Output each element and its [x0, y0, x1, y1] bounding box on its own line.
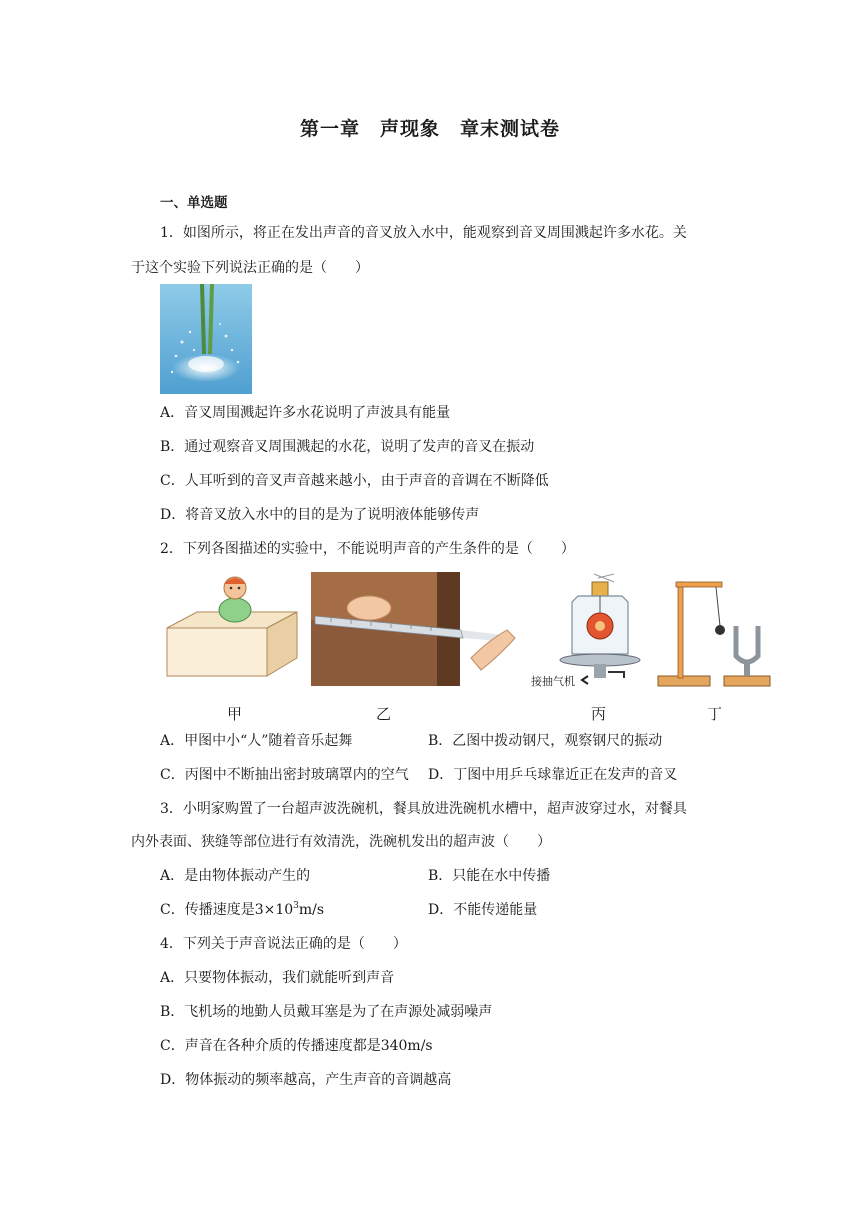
caption-ding: 丁 — [707, 705, 723, 723]
caption-bing: 丙 — [591, 705, 607, 723]
q1-option-b: B．通过观察音叉周围溅起的水花，说明了发声的音叉在振动 — [160, 439, 535, 455]
q2-option-d: D．丁图中用乒乓球靠近正在发声的音叉 — [428, 767, 678, 783]
q1-stem-line1: 1．如图所示，将正在发出声音的音叉放入水中，能观察到音叉周围溅起许多水花。关 — [160, 225, 687, 241]
q3-option-c-prefix: C．传播速度是3×10 — [160, 902, 294, 918]
q4-option-c: C．声音在各种介质的传播速度都是340m/s — [160, 1038, 433, 1054]
q2-option-c: C．丙图中不断抽出密封玻璃罩内的空气 — [160, 767, 409, 783]
figure-jia-dancing-doll — [163, 572, 300, 692]
caption-jia: 甲 — [227, 705, 243, 723]
q1-option-c: C．人耳听到的音叉声音越来越小，由于声音的音调在不断降低 — [160, 473, 549, 489]
q1-option-a: A．音叉周围溅起许多水花说明了声波具有能量 — [160, 405, 451, 421]
q3-option-c-unit: m/s — [298, 902, 325, 918]
q3-stem-line2: 内外表面、狭缝等部位进行有效清洗，洗碗机发出的超声波（ ） — [131, 834, 551, 850]
section-heading: 一、单选题 — [160, 195, 228, 211]
q2-option-b: B．乙图中拨动钢尺，观察钢尺的振动 — [428, 733, 663, 749]
figure-ding-ping-pong-tuning-fork — [654, 572, 774, 692]
q4-option-d: D．物体振动的频率越高，产生声音的音调越高 — [160, 1072, 452, 1088]
q3-option-c — [160, 900, 324, 920]
q1-option-d: D．将音叉放入水中的目的是为了说明液体能够传声 — [160, 507, 480, 523]
q1-stem-line2: 于这个实验下列说法正确的是（ ） — [131, 260, 369, 276]
tuning-fork-water-image — [160, 284, 252, 394]
page-title: 第一章 声现象 章末测试卷 — [299, 118, 560, 140]
q4-option-b: B．飞机场的地勤人员戴耳塞是为了在声源处减弱噪声 — [160, 1004, 493, 1020]
q2-stem: 2．下列各图描述的实验中，不能说明声音的产生条件的是（ ） — [160, 541, 575, 557]
q3-stem-line1: 3．小明家购置了一台超声波洗碗机，餐具放进洗碗机水槽中，超声波穿过水，对餐具 — [160, 801, 687, 817]
q4-option-a: A．只要物体振动，我们就能听到声音 — [160, 970, 395, 986]
q3-option-c-exponent: 3 — [293, 901, 299, 911]
q3-option-a: A．是由物体振动产生的 — [160, 868, 311, 884]
q3-option-d: D．不能传递能量 — [428, 902, 538, 918]
pump-label: 接抽气机 — [531, 675, 575, 688]
q4-stem: 4．下列关于声音说法正确的是（ ） — [160, 936, 407, 952]
figure-yi-steel-ruler — [311, 572, 517, 686]
caption-yi: 乙 — [376, 705, 392, 723]
q2-option-a: A．甲图中小“人”随着音乐起舞 — [160, 733, 353, 749]
q3-option-b: B．只能在水中传播 — [428, 868, 551, 884]
